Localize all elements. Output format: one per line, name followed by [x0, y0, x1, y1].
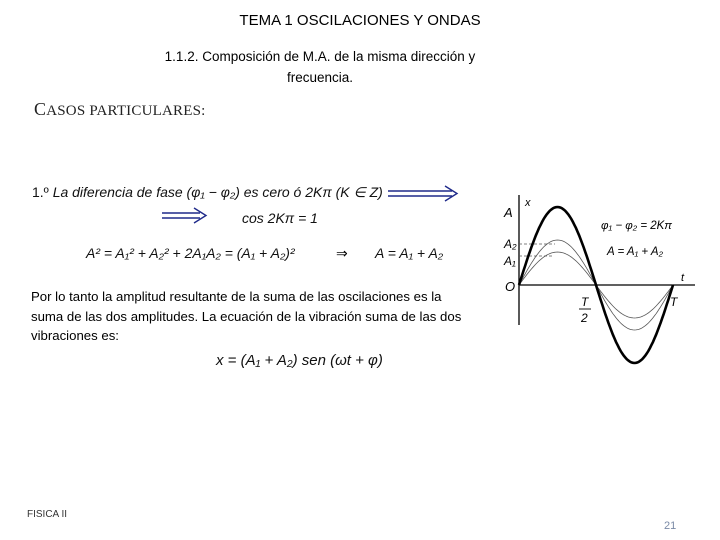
- page-number: 21: [664, 520, 677, 532]
- subtitle-line-2: frecuencia.: [286, 70, 354, 85]
- subtitle-line-1: 1.1.2. Composición de M.A. de la misma dirección y: [164, 49, 476, 64]
- amp-a1-label: A₁: [504, 254, 516, 268]
- origin-label: O: [505, 279, 516, 294]
- axis-t-label: t: [681, 272, 685, 284]
- case-number: 1.º: [32, 184, 49, 200]
- right-arrow-icon: [388, 186, 457, 201]
- amplitude-result: A = A₁ + A₂: [375, 245, 444, 261]
- half-period-bottom: 2: [581, 311, 588, 325]
- section-heading-initial: C: [34, 99, 47, 119]
- amp-a2-label: A₂: [504, 237, 517, 251]
- explanation-paragraph: Por lo tanto la amplitud resultante de la suma de las oscilaciones es la suma de las dos amplitudes. La ecuación de la vibración suma de las dos vibraciones es:: [31, 289, 462, 343]
- footer-course: FISICA II: [27, 509, 68, 520]
- amp-a-label: A: [504, 205, 513, 220]
- result-formula: x = (A₁ + A₂) sen (ωt + φ): [216, 352, 383, 369]
- phase-condition-label: φ₁ − φ₂ = 2Kπ: [601, 220, 672, 232]
- implies-symbol: ⇒: [336, 245, 348, 261]
- amplitude-equation: A² = A₁² + A₂² + 2A₁A₂ = (A₁ + A₂)²: [86, 245, 295, 261]
- case-text: La diferencia de fase (φ₁ − φ₂) es cero ó 2Kπ (K ∈ Z): [52, 184, 383, 200]
- sum-relation-label: A = A₁ + A₂: [607, 246, 663, 258]
- condition-equation: cos 2Kπ = 1: [242, 210, 318, 226]
- period-label: T: [670, 295, 678, 309]
- right-arrow-icon: [162, 208, 206, 223]
- half-period-top: T: [581, 295, 589, 309]
- slide-title: TEMA 1 OSCILACIONES Y ONDAS: [239, 12, 481, 29]
- oscillation-figure: [495, 185, 710, 385]
- section-heading-rest: ASOS PARTICULARES:: [46, 103, 206, 119]
- axis-x-label: x: [525, 197, 531, 209]
